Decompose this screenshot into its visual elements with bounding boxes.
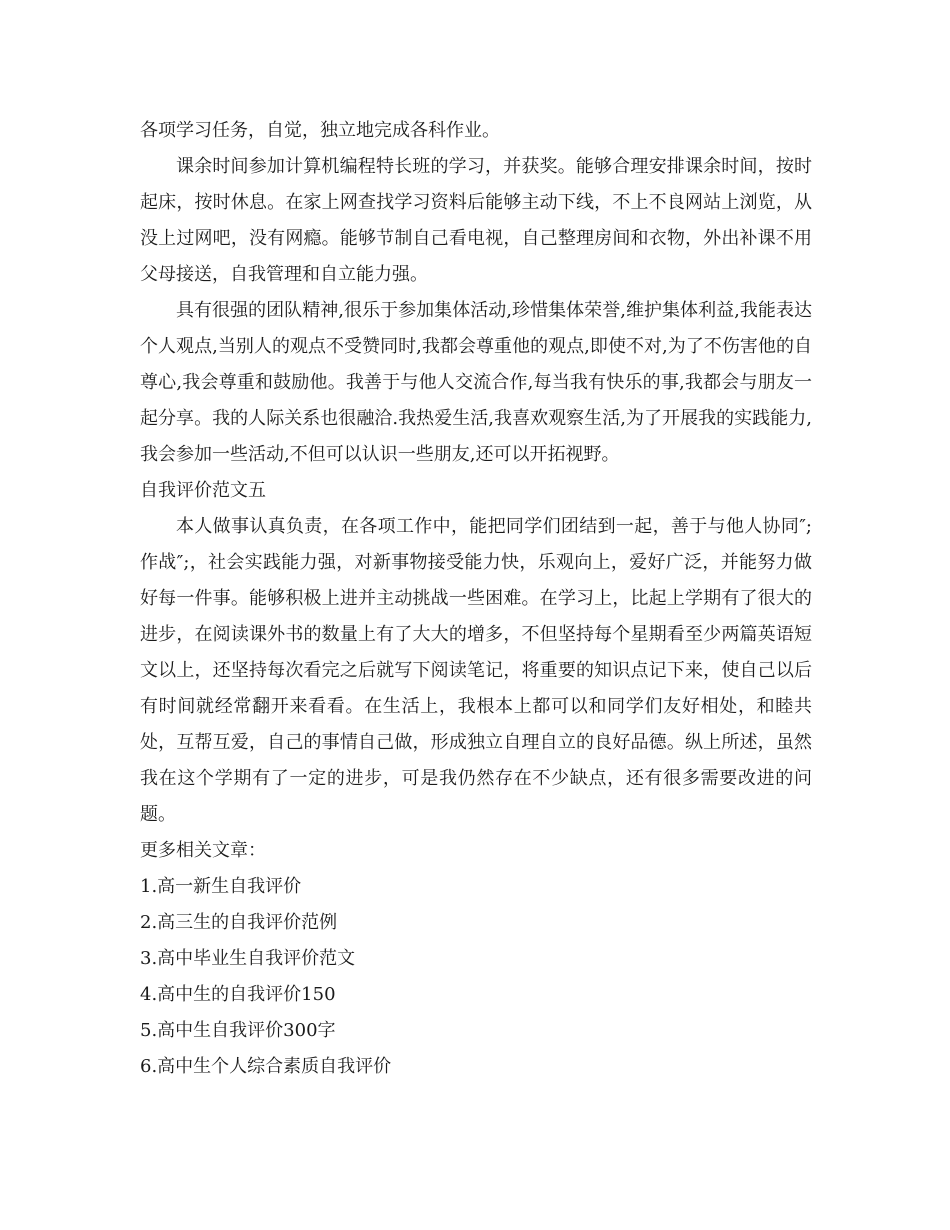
document-body	[140, 113, 812, 1085]
related-article-link[interactable]: 3.高中毕业生自我评价范文	[140, 948, 356, 969]
related-article-link[interactable]: 6.高中生个人综合素质自我评价	[140, 1056, 392, 1077]
related-articles-heading: 更多相关文章：	[140, 840, 266, 861]
related-article-link[interactable]: 1.高一新生自我评价	[140, 876, 302, 897]
paragraph-teamwork: 具有很强的团队精神,很乐于参加集体活动,珍惜集体荣誉,维护集体利益,我能表达个人观点,当别人的观点不受赞同时,我都会尊重他的观点,即使不对,为了不伤害他的自尊心,我会尊重和鼓励他。我善于与他人交流合作,每当我有快乐的事,我都会与朋友一起分享。我的人际关系也很融洽.我热爱生活,我喜欢观察生活,为了开展我的实践能力,我会参加一些活动,不但可以认识一些朋友,还可以开拓视野。	[140, 300, 812, 465]
related-articles-list	[140, 869, 812, 1085]
related-article-link[interactable]: 5.高中生自我评价300字	[140, 1020, 336, 1041]
paragraph-continued: 各项学习任务，自觉，独立地完成各科作业。	[140, 120, 500, 141]
paragraph-extracurricular: 课余时间参加计算机编程特长班的学习，并获奖。能够合理安排课余时间，按时起床，按时休息。在家上网查找学习资料后能够主动下线，不上不良网站上浏览，从没上过网吧，没有网瘾。能够节制自己看电视，自己整理房间和衣物，外出补课不用父母接送，自我管理和自立能力强。	[140, 156, 812, 285]
paragraph-sample-five: 本人做事认真负责，在各项工作中，能把同学们团结到一起，善于与他人协同″;作战″;，社会实践能力强，对新事物接受能力快，乐观向上，爱好广泛，并能努力做好每一件事。能够积极上进并主动挑战一些困难。在学习上，比起上学期有了很大的进步，在阅读课外书的数量上有了大大的增多，不但坚持每个星期看至少两篇英语短文以上，还坚持每次看完之后就写下阅读笔记，将重要的知识点记下来，使自己以后有时间就经常翻开来看看。在生活上，我根本上都可以和同学们友好相处，和睦共处，互帮互爱，自己的事情自己做，形成独立自理自立的良好品德。纵上所述，虽然我在这个学期有了一定的进步，可是我仍然存在不少缺点，还有很多需要改进的问题。	[140, 516, 812, 825]
section-heading: 自我评价范文五	[140, 480, 266, 501]
related-article-link[interactable]: 4.高中生的自我评价150	[140, 984, 336, 1005]
related-article-link[interactable]: 2.高三生的自我评价范例	[140, 912, 338, 933]
